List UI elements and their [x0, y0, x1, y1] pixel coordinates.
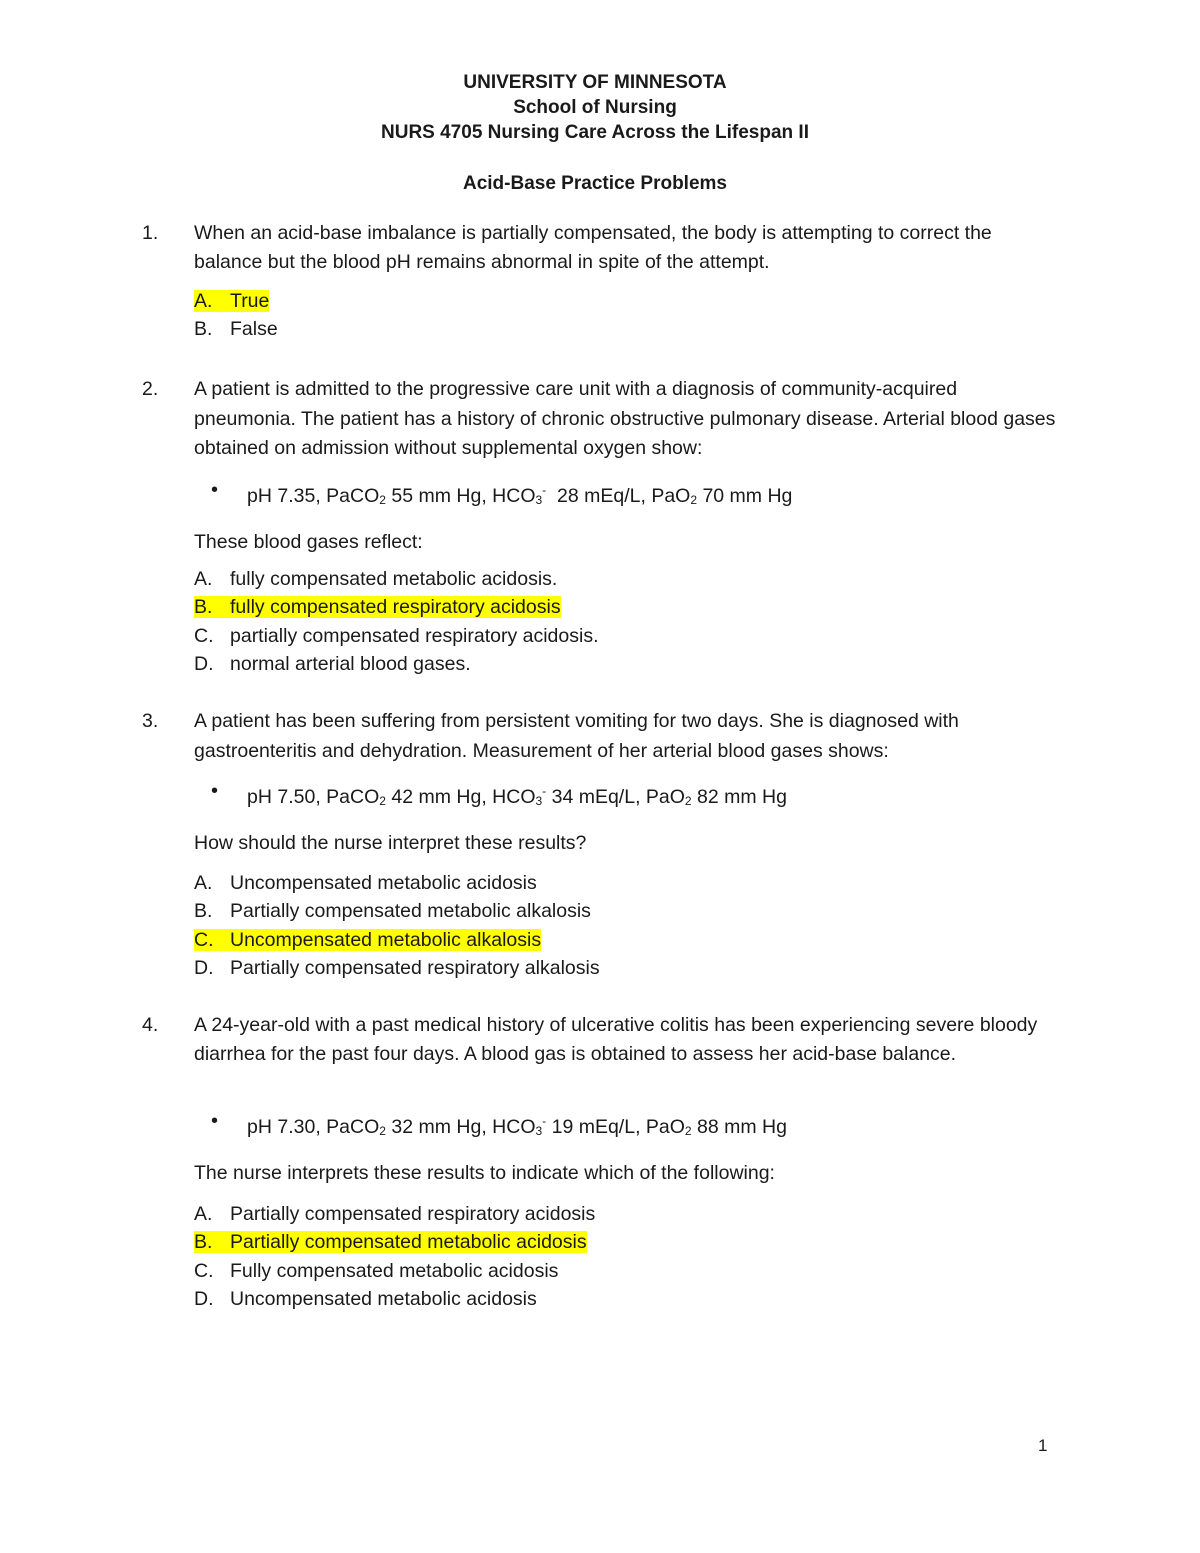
question-stem: When an acid-base imbalance is partially compensated, the body is attempting to correct the balance but the blood pH remains abnormal in spite of the attempt. [194, 222, 992, 273]
bullet-icon: • [211, 780, 219, 802]
answer-options [194, 287, 278, 344]
question-prompt: The nurse interprets these results to indicate which of the following: [194, 1162, 775, 1184]
document-header [0, 70, 1190, 196]
option-b: B. Partially compensated metabolic alkalosis [194, 900, 591, 923]
option-c: C. Uncompensated metabolic alkalosis [194, 928, 542, 951]
option-b: B. fully compensated respiratory acidosis [194, 596, 561, 619]
answer-options [194, 1200, 595, 1313]
document-title: Acid-Base Practice Problems [462, 173, 727, 194]
bullet-icon: • [211, 1110, 219, 1132]
option-a: A. Uncompensated metabolic acidosis [194, 872, 537, 894]
option-d: D. Partially compensated respiratory alkalosis [194, 956, 600, 979]
lab-values: pH 7.30, PaCO$_2$ 32 mm Hg, $HCO_3^-$ 19 mEq/L, PaO$_2$ 88 mm Hg [247, 1114, 787, 1138]
question-stem: A patient has been suffering from persistent vomiting for two days. She is diagnosed with gastroenteritis and dehydration. Measurement of her arterial blood gases shows: [194, 710, 959, 762]
option-a: A. Partially compensated respiratory acidosis [194, 1203, 596, 1225]
option-d: D. Uncompensated metabolic acidosis [194, 1287, 537, 1310]
option-b: B. Partially compensated metabolic acidosis [194, 1231, 587, 1254]
bullet-icon: • [211, 479, 219, 501]
option-d: D. normal arterial blood gases. [194, 652, 471, 675]
question-stem: A 24-year-old with a past medical history of ulcerative colitis has been experiencing severe bloody diarrhea for the past four days. A blood gas is obtained to assess her acid-base balance. [194, 1014, 1038, 1065]
question-number: 1. [142, 222, 159, 244]
option-c: C. partially compensated respiratory acidosis. [194, 624, 599, 647]
university-name: UNIVERSITY OF MINNESOTA [463, 72, 727, 93]
answer-options [194, 565, 599, 678]
question-prompt: How should the nurse interpret these results? [194, 832, 587, 854]
question-prompt: These blood gases reflect: [194, 531, 423, 553]
option-c: C. Fully compensated metabolic acidosis [194, 1259, 559, 1282]
answer-options [194, 869, 600, 982]
question-number: 2. [142, 378, 159, 400]
course-title: NURS 4705 Nursing Care Across the Lifespan II [381, 122, 809, 143]
page-number: 1 [1038, 1436, 1048, 1455]
option-a: A. fully compensated metabolic acidosis. [194, 568, 558, 590]
lab-values: pH 7.50, PaCO$_2$ 42 mm Hg, $HCO_3^-$ 34 mEq/L, PaO$_2$ 82 mm Hg [247, 784, 787, 808]
option-b: B. False [194, 318, 278, 341]
question-number: 3. [142, 710, 159, 732]
school-name: School of Nursing [513, 97, 677, 118]
question-number: 4. [142, 1014, 159, 1036]
lab-values: pH 7.35, PaCO$_2$ 55 mm Hg, $HCO_3^-$ 28 mEq/L, PaO$_2$ 70 mm Hg [247, 483, 793, 507]
option-a: A. True [194, 290, 270, 312]
question-stem: A patient is admitted to the progressive care unit with a diagnosis of community-acquired pneumonia. The patient has a history of chronic obstructive pulmonary disease. Arterial blood gases obtained on admission without supplemental oxygen show: [194, 378, 1056, 459]
